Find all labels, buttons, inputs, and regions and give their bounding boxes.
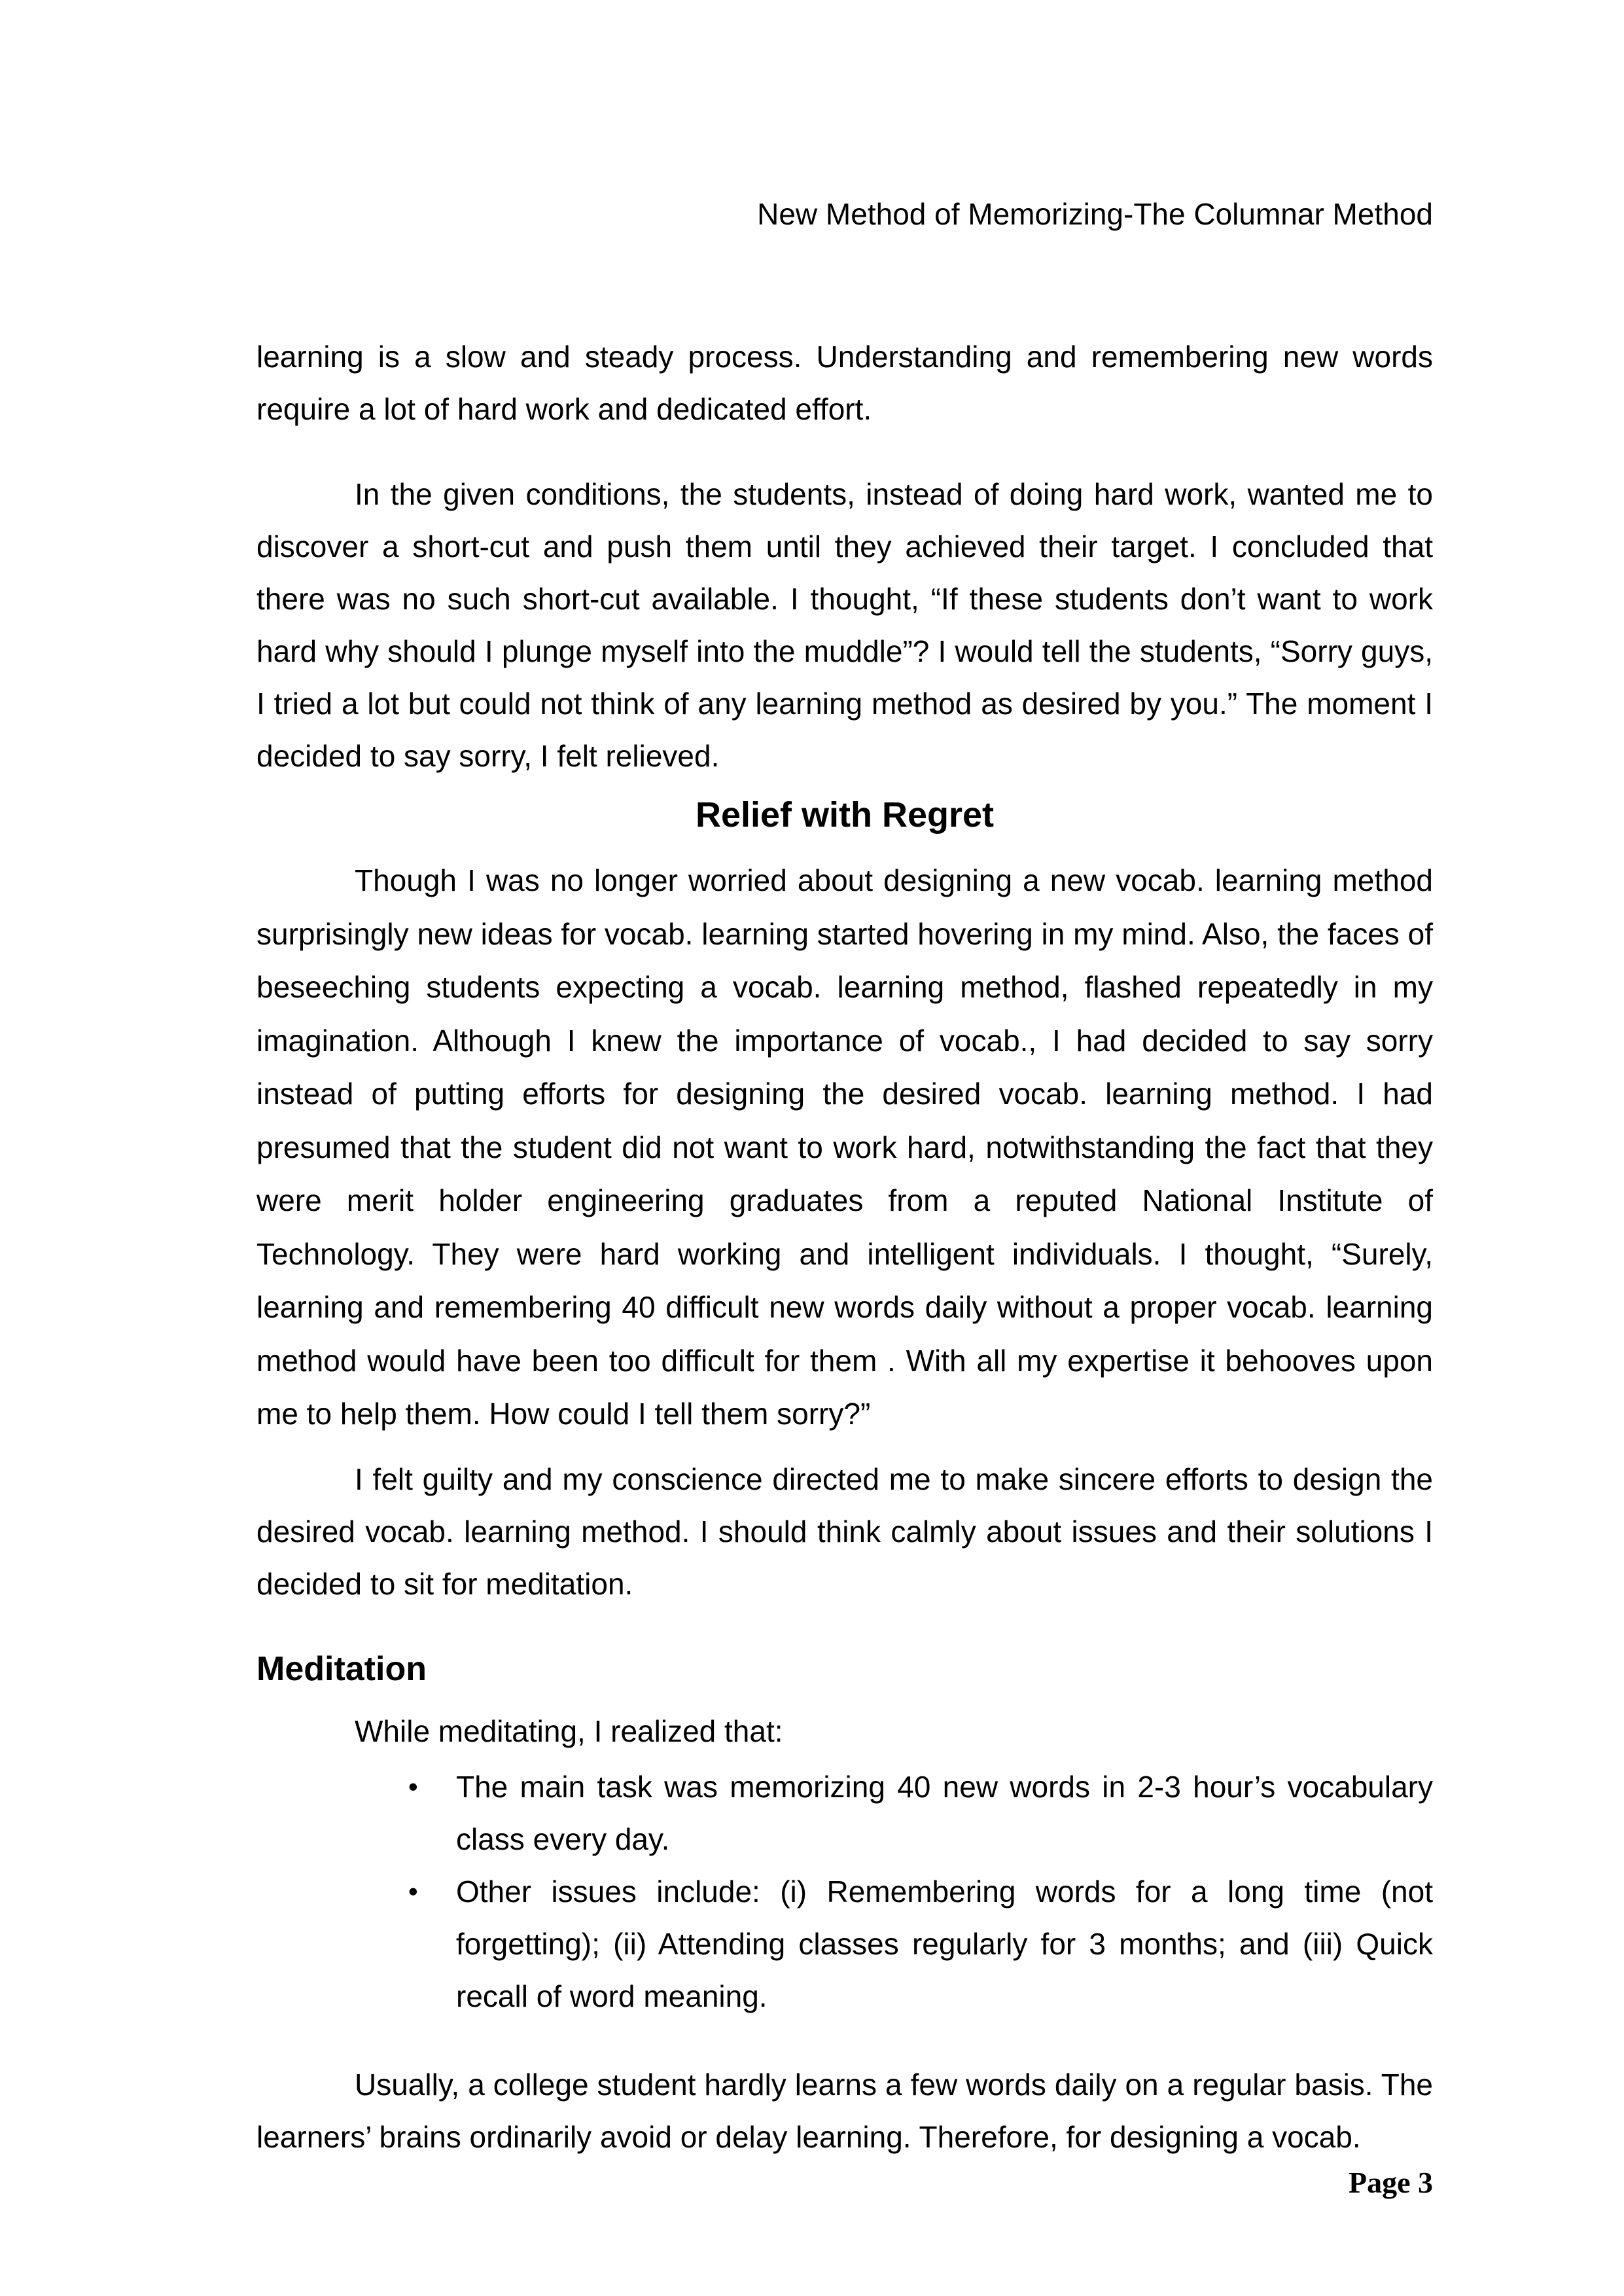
section-heading-meditation: Meditation: [256, 1650, 427, 1688]
paragraph-usually: Usually, a college student hardly learns a few words daily on a regular basis. The learners’ brains ordinarily avoid or delay learning. Therefore, for designing a vocab.: [256, 2068, 1433, 2154]
bullet-icon: •: [408, 1771, 418, 1802]
meditation-intro: While meditating, I realized that:: [355, 1714, 783, 1748]
list-item: [256, 1761, 1433, 1865]
section-heading-relief-with-regret: Relief with Regret: [695, 795, 995, 834]
list-item-text: Other issues include: (i) Remembering words for a long time (not forgetting); (ii) Attending classes regularly for 3 months; and (iii) Quick recall of word meaning.: [456, 1874, 1433, 2013]
paragraph-guilt: I felt guilty and my conscience directed me to make sincere efforts to design the desired vocab. learning method. I should think calmly about issues and their solutions I decided to sit for meditation.: [256, 1462, 1433, 1601]
bullet-icon: •: [408, 1876, 418, 1907]
page-number: Page 3: [1348, 2166, 1433, 2199]
paragraph-relief: Though I was no longer worried about designing a new vocab. learning method surprisingly new ideas for vocab. learning started hovering in my mind. Also, the faces of beseeching students expecting a vocab. learning method, flashed repeatedly in my imagination. Although I knew the importance of vocab., I had decided to say sorry instead of putting efforts for designing the desired vocab. learning method. I had presumed that the student did not want to work hard, notwithstanding the fact that they were merit holder engineering graduates from a reputed National Institute of Technology. They were hard working and intelligent individuals. I thought, “Surely, learning and remembering 40 difficult new words daily without a proper vocab. learning method would have been too difficult for them . With all my expertise it behooves upon me to help them. How could I tell them sorry?”: [256, 863, 1433, 1431]
list-item: [256, 1865, 1433, 2022]
realization-list: [256, 1761, 1433, 2022]
running-header: New Method of Memorizing-The Columnar Method: [757, 197, 1433, 231]
paragraph-shortcut: In the given conditions, the students, instead of doing hard work, wanted me to discover a short-cut and push them until they achieved their target. I concluded that there was no such short-cut available. I thought, “If these students don’t want to work hard why should I plunge myself into the muddle”? I would tell the students, “Sorry guys, I tried a lot but could not think of any learning method as desired by you.” The moment I decided to say sorry, I felt relieved.: [256, 477, 1433, 773]
list-item-text: The main task was memorizing 40 new words in 2-3 hour’s vocabulary class every day.: [456, 1770, 1433, 1856]
paragraph-continuation: learning is a slow and steady process. Understanding and remembering new words require a lot of hard work and dedicated effort.: [256, 340, 1433, 426]
